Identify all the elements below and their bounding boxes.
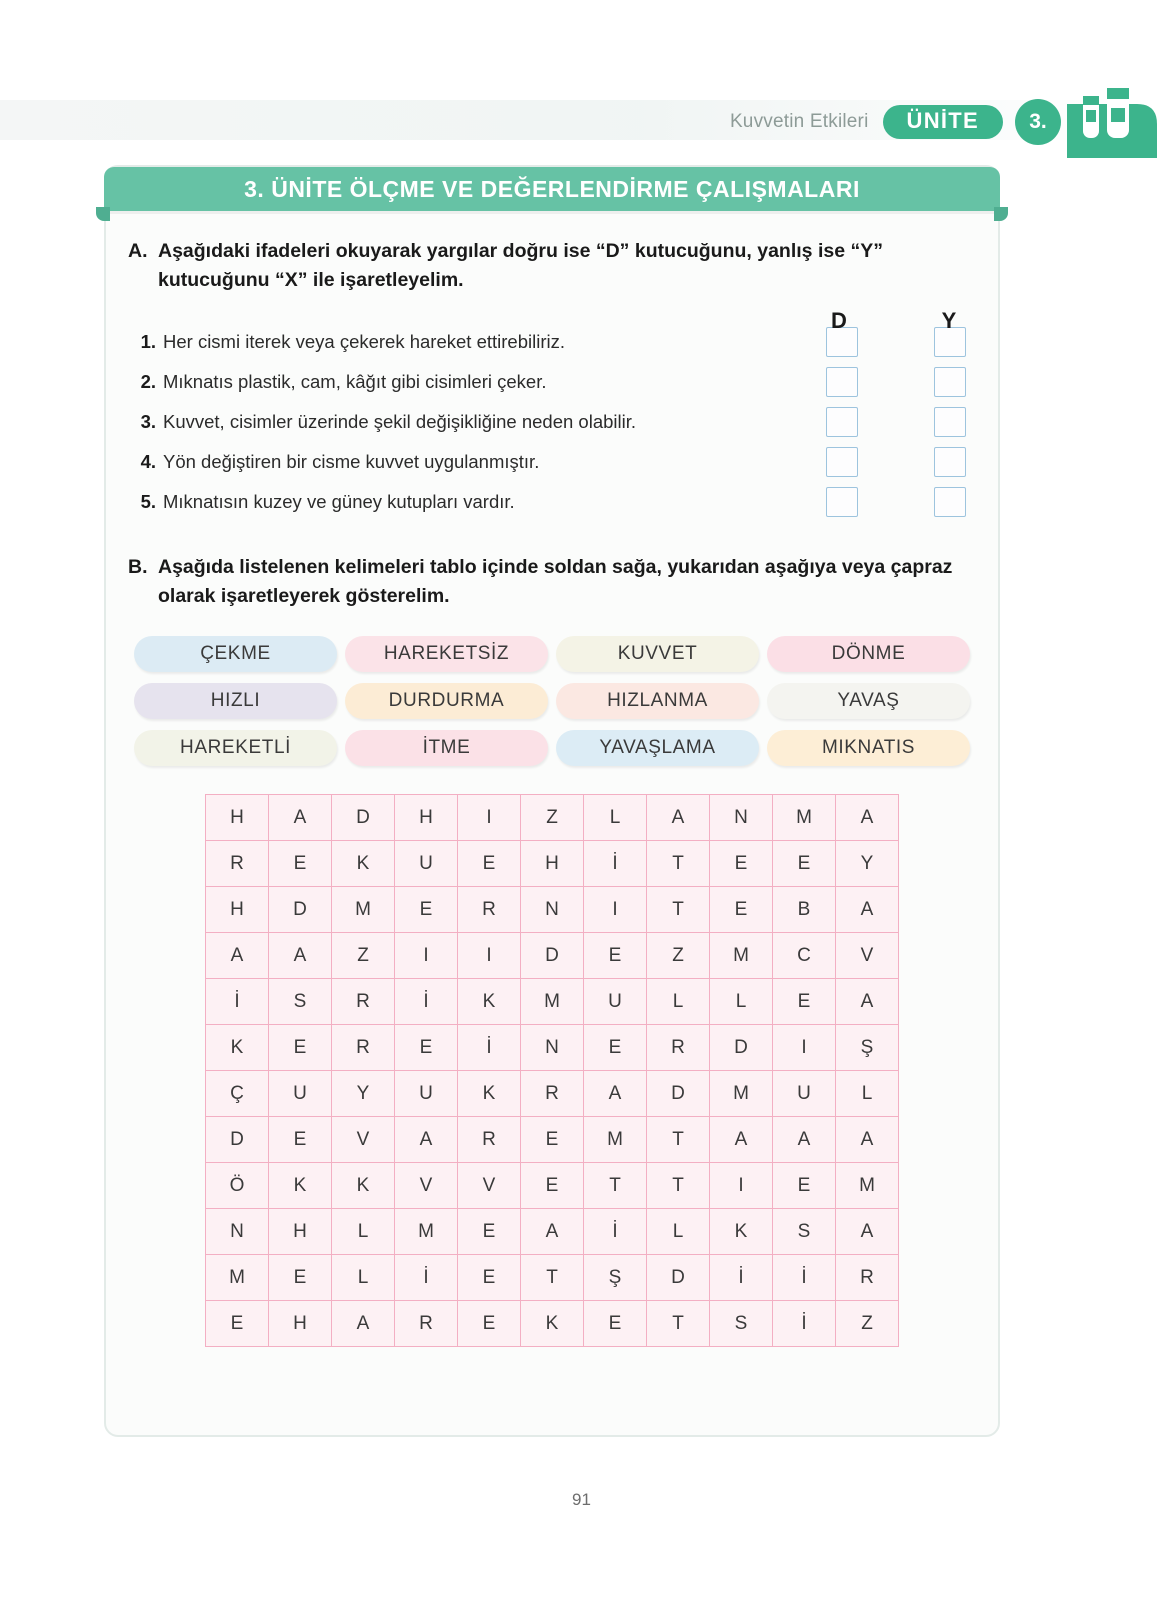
grid-cell[interactable]: E (458, 1209, 521, 1255)
word-pill[interactable]: HIZLANMA (556, 683, 759, 719)
unit-number-badge: 3. (1015, 99, 1061, 145)
grid-cell[interactable]: T (647, 887, 710, 933)
grid-cell[interactable]: U (584, 979, 647, 1025)
grid-cell[interactable]: E (395, 1025, 458, 1071)
grid-cell[interactable]: E (269, 1117, 332, 1163)
item-number: 1. (140, 330, 156, 352)
grid-cell[interactable]: İ (773, 1255, 836, 1301)
grid-cell[interactable]: I (584, 887, 647, 933)
grid-cell[interactable]: D (647, 1071, 710, 1117)
checkbox-d[interactable] (826, 487, 858, 517)
grid-cell[interactable]: I (395, 933, 458, 979)
grid-cell[interactable]: Z (647, 933, 710, 979)
page-number: 91 (572, 1490, 591, 1509)
grid-cell[interactable]: E (206, 1301, 269, 1347)
grid-cell[interactable]: L (332, 1209, 395, 1255)
item-statement: Her cismi iterek veya çekerek hareket ettirebiliriz. (163, 330, 565, 352)
grid-cell[interactable]: L (332, 1255, 395, 1301)
grid-cell[interactable]: T (647, 841, 710, 887)
test-tube-icon (1067, 86, 1157, 158)
grid-cell[interactable]: M (773, 795, 836, 841)
column-header-d: D (831, 308, 847, 333)
grid-cell[interactable]: A (584, 1071, 647, 1117)
grid-cell[interactable]: A (836, 1117, 899, 1163)
grid-cell[interactable]: K (458, 1071, 521, 1117)
grid-cell[interactable]: R (647, 1025, 710, 1071)
grid-cell[interactable]: S (710, 1301, 773, 1347)
grid-cell[interactable]: V (836, 933, 899, 979)
word-search-grid[interactable] (205, 794, 899, 1347)
true-false-row (128, 405, 976, 439)
section-a (128, 237, 976, 519)
grid-cell[interactable]: A (269, 795, 332, 841)
grid-cell[interactable]: U (773, 1071, 836, 1117)
grid-cell[interactable]: İ (458, 1025, 521, 1071)
checkbox-y[interactable] (934, 487, 966, 517)
grid-cell[interactable]: V (395, 1163, 458, 1209)
item-number: 3. (140, 410, 156, 432)
grid-cell[interactable]: M (395, 1209, 458, 1255)
grid-cell[interactable]: L (584, 795, 647, 841)
word-search-grid-wrapper (128, 794, 976, 1347)
grid-cell[interactable]: E (269, 841, 332, 887)
grid-cell[interactable]: E (458, 1255, 521, 1301)
checkbox-y[interactable] (934, 367, 966, 397)
grid-cell[interactable]: U (395, 841, 458, 887)
true-false-column-headers (814, 308, 974, 334)
grid-row (206, 1025, 899, 1071)
grid-cell[interactable]: T (647, 1301, 710, 1347)
grid-cell[interactable]: E (773, 979, 836, 1025)
grid-cell[interactable]: M (836, 1163, 899, 1209)
grid-row (206, 1163, 899, 1209)
grid-cell[interactable]: H (206, 887, 269, 933)
grid-cell[interactable]: E (584, 933, 647, 979)
grid-cell[interactable]: E (584, 1025, 647, 1071)
grid-cell[interactable]: M (584, 1117, 647, 1163)
section-b (128, 553, 976, 1348)
grid-cell[interactable]: T (584, 1163, 647, 1209)
grid-cell[interactable]: A (647, 795, 710, 841)
word-pill[interactable]: YAVAŞLAMA (556, 730, 759, 766)
grid-row (206, 795, 899, 841)
grid-cell[interactable]: Y (836, 841, 899, 887)
grid-cell[interactable]: A (269, 933, 332, 979)
grid-row (206, 933, 899, 979)
grid-row (206, 841, 899, 887)
unit-label-pill: ÜNİTE (883, 105, 1004, 139)
word-pill[interactable]: KUVVET (556, 636, 759, 672)
grid-cell[interactable]: A (710, 1117, 773, 1163)
word-pill[interactable]: DURDURMA (345, 683, 548, 719)
grid-cell[interactable]: H (395, 795, 458, 841)
page-title-banner (104, 167, 1000, 211)
grid-cell[interactable]: E (773, 1163, 836, 1209)
section-a-letter: A. (128, 240, 148, 262)
running-header (0, 96, 1163, 148)
column-header-y: Y (941, 308, 957, 333)
checkbox-d[interactable] (826, 367, 858, 397)
grid-cell[interactable]: E (458, 1301, 521, 1347)
grid-cell[interactable]: A (206, 933, 269, 979)
grid-cell[interactable]: İ (584, 1209, 647, 1255)
grid-cell[interactable]: L (710, 979, 773, 1025)
checkbox-d[interactable] (826, 447, 858, 477)
grid-cell[interactable]: Y (332, 1071, 395, 1117)
grid-cell[interactable]: İ (584, 841, 647, 887)
grid-cell[interactable]: L (647, 1209, 710, 1255)
grid-cell[interactable]: A (773, 1117, 836, 1163)
section-a-heading (128, 237, 976, 295)
grid-cell[interactable]: E (458, 841, 521, 887)
page-title: 3. ÜNİTE ÖLÇME VE DEĞERLENDİRME ÇALIŞMALARI (244, 175, 860, 202)
grid-cell[interactable]: A (836, 795, 899, 841)
grid-cell[interactable]: I (710, 1163, 773, 1209)
checkbox-y[interactable] (934, 447, 966, 477)
grid-cell[interactable]: R (206, 841, 269, 887)
grid-row (206, 1117, 899, 1163)
grid-cell[interactable]: K (710, 1209, 773, 1255)
grid-cell[interactable]: M (206, 1255, 269, 1301)
section-b-prompt: Aşağıda listelenen kelimeleri tablo içinde soldan sağa, yukarıdan aşağıya veya çapraz olarak işaretleyerek gösterelim. (158, 555, 953, 607)
word-pill[interactable]: HAREKETSİZ (345, 636, 548, 672)
grid-cell[interactable]: H (206, 795, 269, 841)
item-number: 4. (140, 450, 156, 472)
grid-cell[interactable]: T (647, 1117, 710, 1163)
grid-cell[interactable]: D (206, 1117, 269, 1163)
grid-cell[interactable]: İ (773, 1301, 836, 1347)
true-false-row (128, 365, 976, 399)
grid-cell[interactable]: T (521, 1255, 584, 1301)
section-b-letter: B. (128, 555, 148, 578)
grid-cell[interactable]: K (458, 979, 521, 1025)
grid-cell[interactable]: M (710, 1071, 773, 1117)
item-statement: Mıknatıs plastik, cam, kâğıt gibi cisimleri çeker. (163, 370, 547, 392)
grid-cell[interactable]: D (521, 933, 584, 979)
grid-cell[interactable]: H (269, 1301, 332, 1347)
grid-cell[interactable]: A (332, 1301, 395, 1347)
grid-cell[interactable]: L (836, 1071, 899, 1117)
grid-cell[interactable]: N (710, 795, 773, 841)
grid-cell[interactable]: M (710, 933, 773, 979)
item-number: 5. (140, 490, 156, 512)
true-false-row (128, 485, 976, 519)
grid-cell[interactable]: R (836, 1255, 899, 1301)
grid-cell[interactable]: E (584, 1301, 647, 1347)
grid-cell[interactable]: Ş (836, 1025, 899, 1071)
item-statement: Yön değiştiren bir cisme kuvvet uygulanmıştır. (163, 450, 540, 472)
grid-cell[interactable]: Ö (206, 1163, 269, 1209)
grid-cell[interactable]: A (395, 1117, 458, 1163)
grid-cell[interactable]: R (458, 1117, 521, 1163)
grid-cell[interactable]: S (269, 979, 332, 1025)
grid-cell[interactable]: E (710, 887, 773, 933)
grid-cell[interactable]: İ (206, 979, 269, 1025)
grid-cell[interactable]: V (332, 1117, 395, 1163)
grid-cell[interactable]: M (521, 979, 584, 1025)
grid-cell[interactable]: İ (710, 1255, 773, 1301)
true-false-list (128, 325, 976, 519)
grid-cell[interactable]: R (458, 887, 521, 933)
grid-cell[interactable]: V (458, 1163, 521, 1209)
grid-cell[interactable]: E (773, 841, 836, 887)
word-pill[interactable]: YAVAŞ (767, 683, 970, 719)
grid-cell[interactable]: E (395, 887, 458, 933)
grid-cell[interactable]: E (521, 1163, 584, 1209)
grid-cell[interactable]: E (710, 841, 773, 887)
grid-cell[interactable]: T (647, 1163, 710, 1209)
grid-cell[interactable]: E (269, 1255, 332, 1301)
grid-cell[interactable]: Z (521, 795, 584, 841)
grid-cell[interactable]: İ (395, 1255, 458, 1301)
grid-cell[interactable]: H (521, 841, 584, 887)
grid-cell[interactable]: A (836, 887, 899, 933)
checkbox-y[interactable] (934, 407, 966, 437)
true-false-row (128, 445, 976, 479)
grid-cell[interactable]: Ç (206, 1071, 269, 1117)
word-pill[interactable]: HAREKETLİ (134, 730, 337, 766)
grid-cell[interactable]: R (521, 1071, 584, 1117)
grid-cell[interactable]: A (836, 979, 899, 1025)
grid-row (206, 1255, 899, 1301)
grid-row (206, 1209, 899, 1255)
grid-cell[interactable]: K (332, 841, 395, 887)
grid-cell[interactable]: E (521, 1117, 584, 1163)
grid-cell[interactable]: E (269, 1025, 332, 1071)
item-statement: Kuvvet, cisimler üzerinde şekil değişikliğine neden olabilir. (163, 410, 637, 432)
word-pill[interactable]: MIKNATIS (767, 730, 970, 766)
grid-row (206, 1071, 899, 1117)
grid-row (206, 887, 899, 933)
grid-cell[interactable]: Z (332, 933, 395, 979)
grid-cell[interactable]: D (710, 1025, 773, 1071)
answer-checkboxes (816, 447, 976, 477)
grid-cell[interactable]: K (332, 1163, 395, 1209)
grid-cell[interactable]: N (206, 1209, 269, 1255)
answer-checkboxes (816, 367, 976, 397)
grid-cell[interactable]: D (332, 795, 395, 841)
chapter-caption: Kuvvetin Etkileri (729, 111, 869, 132)
grid-cell[interactable]: D (269, 887, 332, 933)
grid-cell[interactable]: I (458, 933, 521, 979)
grid-row (206, 1301, 899, 1347)
grid-cell[interactable]: N (521, 887, 584, 933)
grid-cell[interactable]: Ş (584, 1255, 647, 1301)
grid-cell[interactable]: U (269, 1071, 332, 1117)
word-list (128, 636, 976, 766)
word-pill[interactable]: DÖNME (767, 636, 970, 672)
grid-cell[interactable]: I (458, 795, 521, 841)
grid-cell[interactable]: C (773, 933, 836, 979)
grid-cell[interactable]: N (521, 1025, 584, 1071)
word-pill[interactable]: HIZLI (134, 683, 337, 719)
grid-cell[interactable]: S (773, 1209, 836, 1255)
answer-checkboxes (816, 407, 976, 437)
section-b-heading (128, 553, 976, 611)
grid-cell[interactable]: D (647, 1255, 710, 1301)
grid-cell[interactable]: L (647, 979, 710, 1025)
grid-cell[interactable]: K (206, 1025, 269, 1071)
checkbox-d[interactable] (826, 407, 858, 437)
grid-cell[interactable]: R (332, 979, 395, 1025)
grid-cell[interactable]: R (395, 1301, 458, 1347)
section-a-prompt: Aşağıdaki ifadeleri okuyarak yargılar doğru ise “D” kutucuğunu, yanlış ise “Y” kutucuğunu “X” ile işaretleyelim. (158, 240, 883, 291)
grid-cell[interactable]: Z (836, 1301, 899, 1347)
grid-cell[interactable]: A (836, 1209, 899, 1255)
grid-cell[interactable]: I (773, 1025, 836, 1071)
grid-cell[interactable]: K (521, 1301, 584, 1347)
grid-cell[interactable]: R (332, 1025, 395, 1071)
grid-cell[interactable]: M (332, 887, 395, 933)
grid-cell[interactable]: H (269, 1209, 332, 1255)
grid-cell[interactable]: U (395, 1071, 458, 1117)
grid-row (206, 979, 899, 1025)
grid-cell[interactable]: İ (395, 979, 458, 1025)
grid-cell[interactable]: A (521, 1209, 584, 1255)
item-statement: Mıknatısın kuzey ve güney kutupları vardır. (163, 490, 515, 512)
word-pill[interactable]: ÇEKME (134, 636, 337, 672)
answer-checkboxes (816, 487, 976, 517)
grid-cell[interactable]: K (269, 1163, 332, 1209)
grid-cell[interactable]: B (773, 887, 836, 933)
word-pill[interactable]: İTME (345, 730, 548, 766)
item-number: 2. (140, 370, 156, 392)
